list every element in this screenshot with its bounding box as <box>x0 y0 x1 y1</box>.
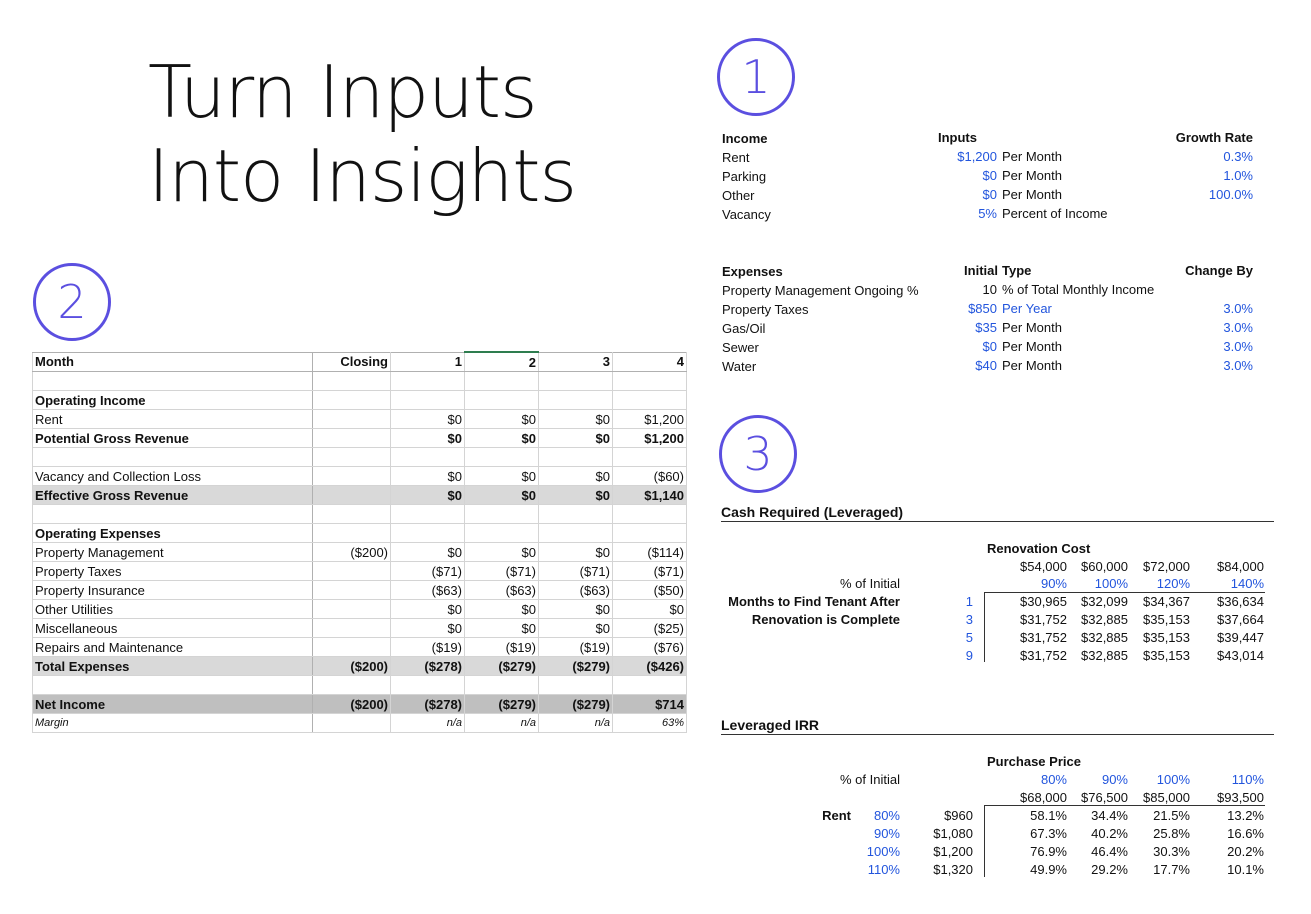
value-cell[interactable] <box>313 619 391 638</box>
expenses-row-rate[interactable]: 3.0% <box>1223 301 1253 316</box>
value-cell[interactable] <box>313 429 391 448</box>
income-row-value[interactable]: $0 <box>982 168 997 183</box>
value-cell[interactable] <box>313 581 391 600</box>
expenses-row-value[interactable]: 10 <box>982 282 997 297</box>
row-label-cell[interactable]: Repairs and Maintenance <box>33 638 313 657</box>
cash-table-left-border <box>984 592 985 662</box>
row-label-cell[interactable]: Operating Income <box>33 391 313 410</box>
value-cell[interactable] <box>313 676 391 695</box>
value-cell[interactable]: $1,140 <box>613 486 687 505</box>
value-cell[interactable] <box>313 467 391 486</box>
value-cell[interactable] <box>391 676 465 695</box>
irr-cell: 16.6% <box>1227 826 1264 841</box>
table-row <box>33 714 687 733</box>
value-cell[interactable]: $0 <box>539 429 613 448</box>
table-row <box>33 638 687 657</box>
value-cell[interactable] <box>613 391 687 410</box>
value-cell[interactable] <box>465 524 539 543</box>
expenses-header-type: Type <box>1002 263 1032 278</box>
title-line-2: Into Insights <box>148 134 576 218</box>
row-label-cell[interactable] <box>33 372 313 391</box>
irr-cell: 29.2% <box>1091 862 1128 877</box>
purchase-pct-value[interactable]: 90% <box>1101 772 1128 787</box>
renovation-cost-title: Renovation Cost <box>987 541 1091 556</box>
value-cell[interactable] <box>465 505 539 524</box>
value-cell[interactable]: ($278) <box>391 695 465 714</box>
irr-table-top-border <box>984 805 1265 806</box>
row-label-cell[interactable]: Other Utilities <box>33 600 313 619</box>
irr-cell: 58.1% <box>1030 808 1067 823</box>
renovation-pct-value[interactable]: 120% <box>1156 576 1190 591</box>
expenses-header-label: Expenses <box>722 264 783 279</box>
value-cell[interactable]: ($71) <box>465 562 539 581</box>
value-cell[interactable] <box>313 638 391 657</box>
value-cell[interactable]: n/a <box>391 714 465 733</box>
expenses-row-rate[interactable]: 3.0% <box>1223 320 1253 335</box>
value-cell[interactable] <box>391 505 465 524</box>
rent-label: Rent <box>822 808 851 823</box>
expenses-row-rate[interactable]: 3.0% <box>1223 358 1253 373</box>
value-cell[interactable] <box>313 410 391 429</box>
purchase-pct-value[interactable]: 100% <box>1156 772 1190 787</box>
cash-required-cell: $37,664 <box>1217 612 1264 627</box>
irr-cell: 40.2% <box>1091 826 1128 841</box>
value-cell[interactable]: n/a <box>539 714 613 733</box>
value-cell[interactable] <box>313 562 391 581</box>
value-cell[interactable]: ($63) <box>465 581 539 600</box>
value-cell[interactable]: $0 <box>391 429 465 448</box>
value-cell[interactable]: ($71) <box>539 562 613 581</box>
value-cell[interactable] <box>391 391 465 410</box>
value-cell[interactable]: $0 <box>539 410 613 429</box>
income-header-label: Income <box>722 131 768 146</box>
value-cell[interactable]: $1,200 <box>613 410 687 429</box>
value-cell[interactable] <box>613 524 687 543</box>
row-label-cell[interactable]: Miscellaneous <box>33 619 313 638</box>
purchase-price-value: $68,000 <box>1020 790 1067 805</box>
expenses-row-value[interactable]: $40 <box>975 358 997 373</box>
row-label-cell[interactable] <box>33 676 313 695</box>
purchase-pct-value[interactable]: 110% <box>1231 772 1264 787</box>
step-badge-1: 1 <box>717 38 795 116</box>
value-cell[interactable]: ($63) <box>539 581 613 600</box>
leveraged-irr-title: Leveraged IRR <box>721 717 1274 735</box>
value-cell[interactable] <box>391 524 465 543</box>
rent-pct-value[interactable]: 110% <box>867 862 900 877</box>
value-cell[interactable]: ($279) <box>539 657 613 676</box>
value-cell[interactable] <box>313 714 391 733</box>
page-title <box>148 50 576 218</box>
expenses-header-change: Change By <box>1185 263 1253 278</box>
cash-required-cell: $32,885 <box>1081 630 1128 645</box>
irr-pct-of-initial-label: % of Initial <box>840 772 900 787</box>
purchase-price-value: $85,000 <box>1143 790 1190 805</box>
expenses-header-initial: Initial <box>964 263 998 278</box>
irr-cell: 34.4% <box>1091 808 1128 823</box>
value-cell[interactable] <box>313 486 391 505</box>
rent-value: $1,080 <box>933 826 973 841</box>
cash-required-cell: $32,885 <box>1081 648 1128 663</box>
value-cell[interactable]: ($279) <box>465 657 539 676</box>
months-label-1: Months to Find Tenant After <box>728 594 900 609</box>
value-cell[interactable] <box>613 448 687 467</box>
value-cell[interactable] <box>465 676 539 695</box>
value-cell[interactable]: ($426) <box>613 657 687 676</box>
value-cell[interactable]: ($200) <box>313 543 391 562</box>
value-cell[interactable]: $0 <box>465 410 539 429</box>
column-header[interactable]: Month <box>33 352 313 372</box>
cash-required-cell: $32,099 <box>1081 594 1128 609</box>
value-cell[interactable]: $0 <box>391 543 465 562</box>
cash-required-cell: $30,965 <box>1020 594 1067 609</box>
irr-cell: 67.3% <box>1030 826 1067 841</box>
row-label-cell[interactable]: Total Expenses <box>33 657 313 676</box>
purchase-price-title: Purchase Price <box>987 754 1081 769</box>
value-cell[interactable]: $0 <box>465 543 539 562</box>
renovation-cost-value: $84,000 <box>1217 559 1264 574</box>
income-row-value[interactable]: $1,200 <box>957 149 997 164</box>
cash-required-cell: $35,153 <box>1143 630 1190 645</box>
months-value[interactable]: 9 <box>965 648 973 663</box>
value-cell[interactable]: $0 <box>539 619 613 638</box>
expenses-row-label: Gas/Oil <box>722 321 766 336</box>
renovation-pct-value[interactable]: 140% <box>1230 576 1264 591</box>
expenses-row-label: Property Taxes <box>722 302 809 317</box>
income-row-value[interactable]: 5% <box>978 206 997 221</box>
rent-pct-value[interactable]: 100% <box>866 844 900 859</box>
value-cell[interactable]: $0 <box>465 467 539 486</box>
value-cell[interactable]: $0 <box>391 619 465 638</box>
table-row <box>33 486 687 505</box>
renovation-pct-value[interactable]: 100% <box>1094 576 1128 591</box>
value-cell[interactable] <box>539 505 613 524</box>
expenses-row-unit: Per Month <box>1002 320 1062 335</box>
cash-required-cell: $31,752 <box>1020 630 1067 645</box>
months-value[interactable]: 1 <box>965 594 973 609</box>
value-cell[interactable]: ($63) <box>391 581 465 600</box>
value-cell[interactable] <box>613 676 687 695</box>
table-row <box>33 524 687 543</box>
row-label-cell[interactable]: Effective Gross Revenue <box>33 486 313 505</box>
irr-table-left-border <box>984 805 985 877</box>
irr-cell: 30.3% <box>1153 844 1190 859</box>
table-row <box>33 429 687 448</box>
income-row-label: Parking <box>722 169 767 184</box>
rent-pct-value[interactable]: 80% <box>873 808 900 823</box>
value-cell[interactable]: $0 <box>539 543 613 562</box>
rent-value: $1,320 <box>933 862 973 877</box>
income-row-value[interactable]: $0 <box>982 187 997 202</box>
row-label-cell[interactable]: Margin <box>33 714 313 733</box>
table-row <box>33 543 687 562</box>
months-label-2: Renovation is Complete <box>751 612 900 627</box>
months-value[interactable]: 5 <box>965 630 973 645</box>
value-cell[interactable] <box>313 505 391 524</box>
value-cell[interactable]: ($50) <box>613 581 687 600</box>
cash-required-cell: $31,752 <box>1020 612 1067 627</box>
irr-cell: 10.1% <box>1227 862 1264 877</box>
step-badge-3: 3 <box>719 415 797 493</box>
income-row-rate[interactable]: 100.0% <box>1208 187 1253 202</box>
value-cell[interactable] <box>313 391 391 410</box>
value-cell[interactable]: n/a <box>465 714 539 733</box>
income-row-unit: Per Month <box>1002 149 1062 164</box>
expenses-row-label: Property Management Ongoing % <box>722 283 919 298</box>
title-line-1: Turn Inputs <box>148 50 537 134</box>
value-cell[interactable]: ($200) <box>313 657 391 676</box>
cash-required-cell: $43,014 <box>1217 648 1264 663</box>
value-cell[interactable] <box>539 524 613 543</box>
value-cell[interactable]: ($25) <box>613 619 687 638</box>
table-row <box>33 657 687 676</box>
expenses-row-rate[interactable]: 3.0% <box>1223 339 1253 354</box>
value-cell[interactable]: 63% <box>613 714 687 733</box>
purchase-price-value: $76,500 <box>1081 790 1128 805</box>
value-cell[interactable]: ($279) <box>539 695 613 714</box>
purchase-price-value: $93,500 <box>1217 790 1264 805</box>
income-header-inputs: Inputs <box>938 130 977 145</box>
cash-required-cell: $36,634 <box>1217 594 1264 609</box>
row-label-cell[interactable] <box>33 505 313 524</box>
value-cell[interactable] <box>465 391 539 410</box>
value-cell[interactable] <box>613 505 687 524</box>
value-cell[interactable]: ($19) <box>465 638 539 657</box>
value-cell[interactable] <box>539 391 613 410</box>
value-cell[interactable]: $0 <box>465 486 539 505</box>
value-cell[interactable] <box>313 372 391 391</box>
value-cell[interactable]: $0 <box>391 467 465 486</box>
value-cell[interactable]: ($19) <box>391 638 465 657</box>
expenses-row-unit: Per Month <box>1002 339 1062 354</box>
irr-cell: 21.5% <box>1153 808 1190 823</box>
income-row-unit: Per Month <box>1002 187 1062 202</box>
column-header[interactable]: Closing <box>313 352 391 372</box>
income-header-growth: Growth Rate <box>1175 130 1253 145</box>
value-cell[interactable] <box>391 448 465 467</box>
months-value[interactable]: 3 <box>965 612 973 627</box>
expenses-row-unit[interactable]: Per Year <box>1002 301 1052 316</box>
row-label-cell[interactable]: Vacancy and Collection Loss <box>33 467 313 486</box>
irr-cell: 13.2% <box>1227 808 1264 823</box>
column-header[interactable]: 3 <box>539 352 613 372</box>
expenses-row-unit: % of Total Monthly Income <box>1002 282 1155 297</box>
value-cell[interactable]: $0 <box>539 467 613 486</box>
pct-of-initial-label: % of Initial <box>840 576 900 591</box>
cash-required-cell: $35,153 <box>1143 612 1190 627</box>
value-cell[interactable]: $0 <box>465 619 539 638</box>
value-cell[interactable]: $0 <box>465 600 539 619</box>
row-label-cell[interactable]: Property Taxes <box>33 562 313 581</box>
rent-value: $1,200 <box>933 844 973 859</box>
column-header[interactable]: 2 <box>465 352 539 372</box>
row-label-cell[interactable]: Potential Gross Revenue <box>33 429 313 448</box>
value-cell[interactable]: $0 <box>613 600 687 619</box>
table-row <box>33 562 687 581</box>
value-cell[interactable] <box>539 676 613 695</box>
cash-required-cell: $34,367 <box>1143 594 1190 609</box>
value-cell[interactable]: ($278) <box>391 657 465 676</box>
row-label-cell[interactable]: Property Insurance <box>33 581 313 600</box>
income-row-rate[interactable]: 0.3% <box>1223 149 1253 164</box>
value-cell[interactable]: $0 <box>391 410 465 429</box>
renovation-cost-value: $72,000 <box>1143 559 1190 574</box>
table-row <box>33 505 687 524</box>
value-cell[interactable]: ($71) <box>613 562 687 581</box>
column-header[interactable]: 1 <box>391 352 465 372</box>
table-row <box>33 581 687 600</box>
expenses-row-label: Water <box>722 359 757 374</box>
value-cell[interactable]: ($60) <box>613 467 687 486</box>
rent-pct-value[interactable]: 90% <box>873 826 900 841</box>
irr-cell: 46.4% <box>1091 844 1128 859</box>
value-cell[interactable]: $1,200 <box>613 429 687 448</box>
value-cell[interactable]: ($71) <box>391 562 465 581</box>
expenses-row-value[interactable]: $0 <box>982 339 997 354</box>
value-cell[interactable]: ($19) <box>539 638 613 657</box>
value-cell[interactable]: $0 <box>391 486 465 505</box>
table-row <box>33 695 687 714</box>
cash-required-cell: $31,752 <box>1020 648 1067 663</box>
income-row-rate[interactable]: 1.0% <box>1223 168 1253 183</box>
table-header-row <box>33 352 687 372</box>
value-cell[interactable]: $0 <box>465 429 539 448</box>
row-label-cell[interactable]: Operating Expenses <box>33 524 313 543</box>
expenses-row-value[interactable]: $35 <box>975 320 997 335</box>
step-badge-2: 2 <box>33 263 111 341</box>
irr-cell: 49.9% <box>1030 862 1067 877</box>
value-cell[interactable]: ($76) <box>613 638 687 657</box>
table-row <box>33 391 687 410</box>
value-cell[interactable] <box>313 524 391 543</box>
value-cell[interactable]: $0 <box>391 600 465 619</box>
cash-table-top-border <box>984 592 1265 593</box>
irr-cell: 76.9% <box>1030 844 1067 859</box>
table-row <box>33 676 687 695</box>
income-row-unit: Percent of Income <box>1002 206 1108 221</box>
value-cell[interactable] <box>613 372 687 391</box>
table-row <box>33 410 687 429</box>
cash-required-cell: $39,447 <box>1217 630 1264 645</box>
value-cell[interactable] <box>465 372 539 391</box>
row-label-cell[interactable]: Rent <box>33 410 313 429</box>
table-row <box>33 467 687 486</box>
income-row-label: Other <box>722 188 755 203</box>
renovation-cost-value: $60,000 <box>1081 559 1128 574</box>
renovation-cost-value: $54,000 <box>1020 559 1067 574</box>
table-row <box>33 448 687 467</box>
value-cell[interactable] <box>539 372 613 391</box>
value-cell[interactable]: ($114) <box>613 543 687 562</box>
renovation-pct-value[interactable]: 90% <box>1040 576 1067 591</box>
cash-flow-table <box>32 351 687 733</box>
expenses-row-value[interactable]: $850 <box>968 301 997 316</box>
value-cell[interactable]: ($200) <box>313 695 391 714</box>
value-cell[interactable] <box>313 448 391 467</box>
table-row <box>33 372 687 391</box>
value-cell[interactable]: $0 <box>539 486 613 505</box>
value-cell[interactable] <box>391 372 465 391</box>
rent-value: $960 <box>944 808 973 823</box>
table-row <box>33 600 687 619</box>
expenses-row-label: Sewer <box>722 340 759 355</box>
cash-required-title: Cash Required (Leveraged) <box>721 504 1274 522</box>
value-cell[interactable] <box>313 600 391 619</box>
value-cell[interactable] <box>539 448 613 467</box>
irr-cell: 20.2% <box>1227 844 1264 859</box>
column-header[interactable]: 4 <box>613 352 687 372</box>
table-row <box>33 619 687 638</box>
cash-required-cell: $35,153 <box>1143 648 1190 663</box>
value-cell[interactable] <box>465 448 539 467</box>
purchase-pct-value[interactable]: 80% <box>1040 772 1067 787</box>
value-cell[interactable]: $714 <box>613 695 687 714</box>
value-cell[interactable]: $0 <box>539 600 613 619</box>
income-row-label: Vacancy <box>722 207 771 222</box>
income-row-label: Rent <box>722 150 750 165</box>
cash-required-cell: $32,885 <box>1081 612 1128 627</box>
value-cell[interactable]: ($279) <box>465 695 539 714</box>
income-row-unit: Per Month <box>1002 168 1062 183</box>
expenses-row-unit: Per Month <box>1002 358 1062 373</box>
irr-cell: 17.7% <box>1153 862 1190 877</box>
irr-cell: 25.8% <box>1153 826 1190 841</box>
row-label-cell[interactable] <box>33 448 313 467</box>
row-label-cell[interactable]: Net Income <box>33 695 313 714</box>
row-label-cell[interactable]: Property Management <box>33 543 313 562</box>
